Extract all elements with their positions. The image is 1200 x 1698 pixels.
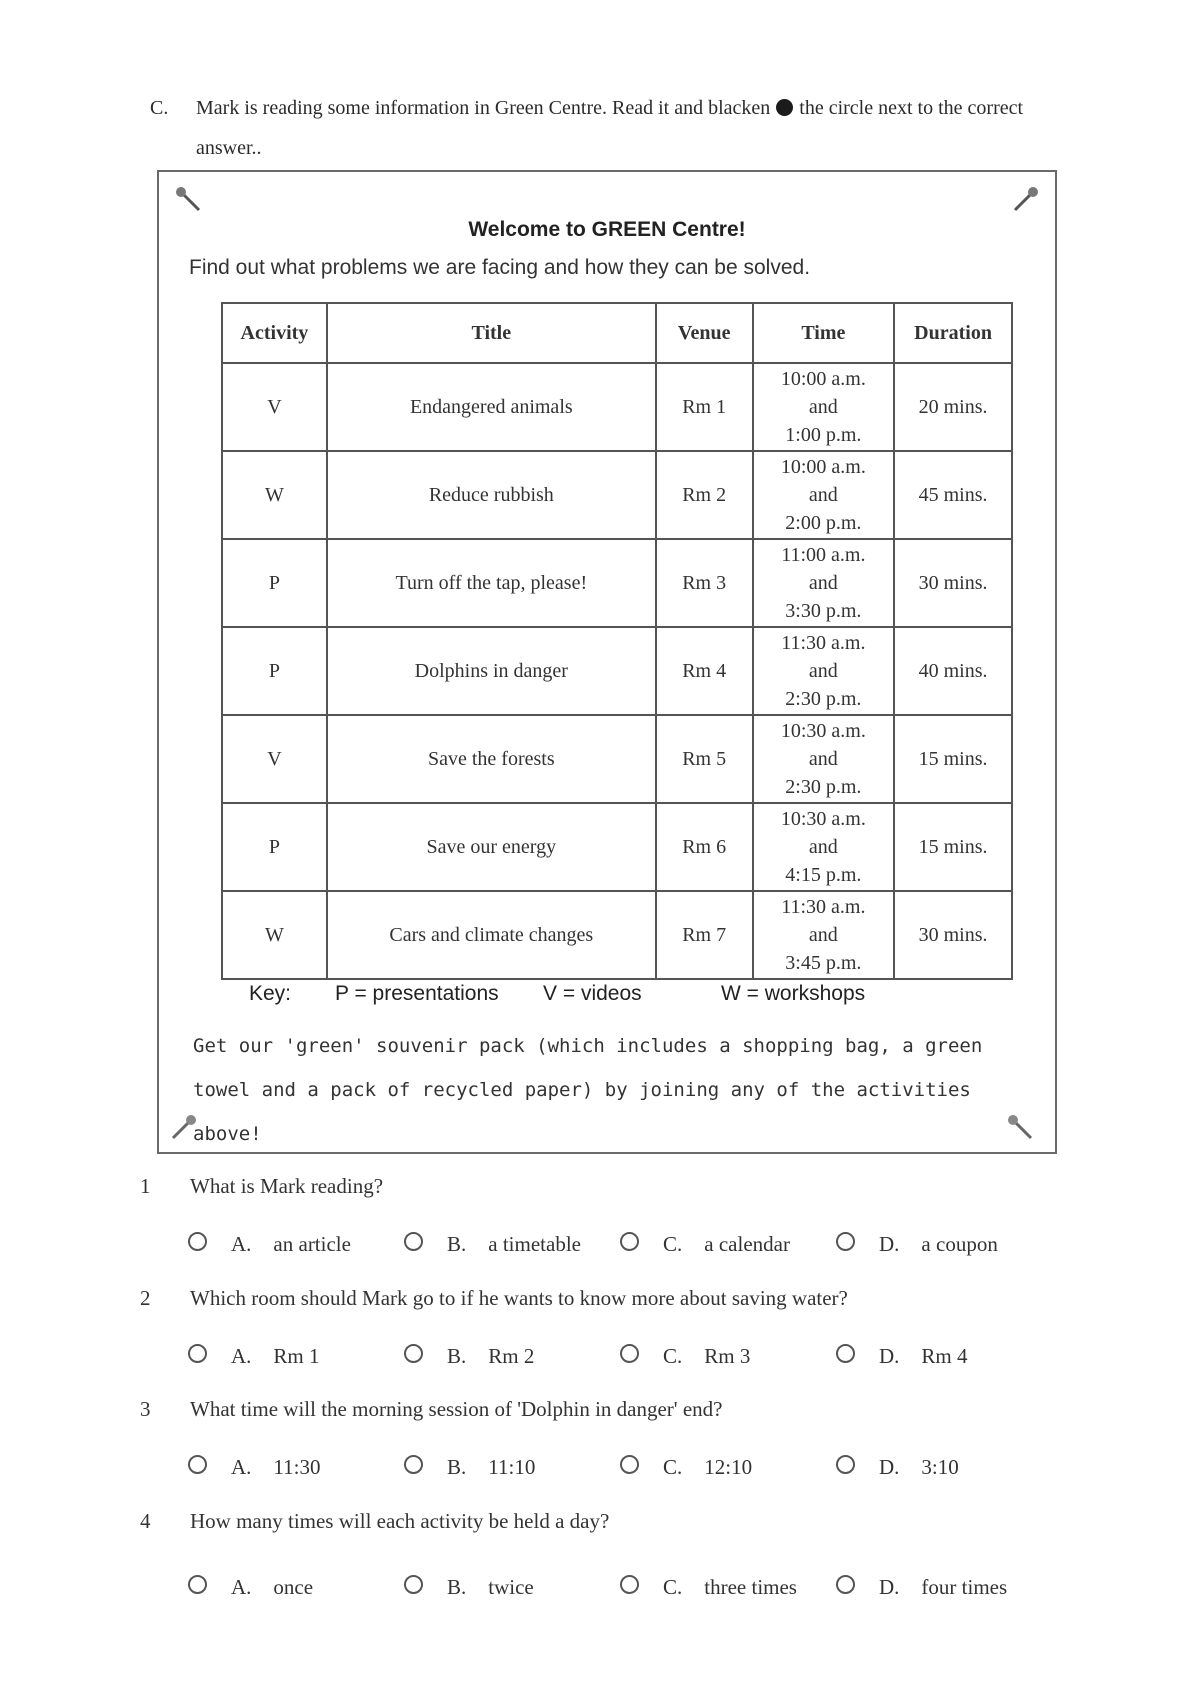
answer-circle-icon[interactable] <box>188 1232 207 1251</box>
instruction-text <box>196 88 1050 168</box>
question-number: 1 <box>140 1174 151 1198</box>
filled-circle-icon <box>776 99 793 116</box>
option-letter: A. <box>231 1455 252 1479</box>
cell-venue: Rm 4 <box>656 627 753 715</box>
cell-venue: Rm 3 <box>656 539 753 627</box>
option-text: Rm 2 <box>488 1344 535 1368</box>
time-and: and <box>808 396 838 418</box>
cell-activity: P <box>222 803 327 891</box>
option-letter: C. <box>663 1232 683 1256</box>
cell-activity: V <box>222 363 327 451</box>
answer-circle-icon[interactable] <box>836 1575 855 1594</box>
option-text: a timetable <box>488 1232 581 1256</box>
answer-circle-icon[interactable] <box>404 1575 423 1594</box>
question-1-options <box>188 1232 1088 1262</box>
option-d[interactable] <box>836 1455 959 1480</box>
instruction-text-after: the circle next to the correct answer.. <box>196 97 1024 159</box>
notice-board <box>157 170 1057 1154</box>
option-letter: C. <box>663 1344 683 1368</box>
time-and: and <box>808 484 838 506</box>
key-workshops: W = workshops <box>721 982 866 1005</box>
option-letter: A. <box>231 1575 252 1599</box>
time-second: 2:30 p.m. <box>785 688 862 710</box>
answer-circle-icon[interactable] <box>188 1344 207 1363</box>
option-c[interactable] <box>620 1232 790 1257</box>
option-text: 3:10 <box>921 1455 959 1479</box>
key-label: Key: <box>249 982 292 1005</box>
question-number: 2 <box>140 1286 151 1310</box>
cell-duration: 20 mins. <box>894 363 1012 451</box>
time-first: 11:00 a.m. <box>781 544 866 566</box>
option-letter: B. <box>447 1455 467 1479</box>
cell-duration: 40 mins. <box>894 627 1012 715</box>
cell-title: Save our energy <box>327 803 656 891</box>
option-letter: A. <box>231 1232 252 1256</box>
time-and: and <box>808 748 838 770</box>
table-header-row <box>222 303 1012 363</box>
option-text: 11:10 <box>488 1455 536 1479</box>
answer-circle-icon[interactable] <box>404 1344 423 1363</box>
option-a[interactable] <box>188 1232 351 1257</box>
cell-title: Dolphins in danger <box>327 627 656 715</box>
time-and: and <box>808 924 838 946</box>
cell-activity: P <box>222 627 327 715</box>
pushpin-icon <box>1007 184 1041 218</box>
time-second: 1:00 p.m. <box>785 424 862 446</box>
souvenir-text: Get our 'green' souvenir pack (which includes a shopping bag, a green towel and a pack of recycled paper) by joining any of the activities above! <box>193 1035 983 1145</box>
option-c[interactable] <box>620 1575 797 1600</box>
question-2-options <box>188 1344 1088 1374</box>
cell-venue: Rm 6 <box>656 803 753 891</box>
option-a[interactable] <box>188 1455 320 1480</box>
option-letter: D. <box>879 1575 900 1599</box>
table-row <box>222 891 1012 979</box>
option-letter: D. <box>879 1232 900 1256</box>
option-text: an article <box>273 1232 351 1256</box>
answer-circle-icon[interactable] <box>188 1575 207 1594</box>
option-d[interactable] <box>836 1575 1007 1600</box>
option-letter: D. <box>879 1455 900 1479</box>
answer-circle-icon[interactable] <box>836 1344 855 1363</box>
answer-circle-icon[interactable] <box>836 1232 855 1251</box>
question-3-options <box>188 1455 1088 1485</box>
time-first: 10:30 a.m. <box>780 808 866 830</box>
time-and: and <box>808 572 838 594</box>
cell-duration: 30 mins. <box>894 539 1012 627</box>
instruction <box>150 88 1050 168</box>
instruction-text-before: Mark is reading some information in Green Centre. Read it and blacken <box>196 97 771 119</box>
option-d[interactable] <box>836 1344 968 1369</box>
question-text: What is Mark reading? <box>190 1174 384 1198</box>
cell-venue: Rm 5 <box>656 715 753 803</box>
time-first: 11:30 a.m. <box>781 632 866 654</box>
cell-time <box>753 363 895 451</box>
cell-time <box>753 891 895 979</box>
time-first: 10:00 a.m. <box>780 368 866 390</box>
key-videos: V = videos <box>543 982 642 1005</box>
cell-title: Reduce rubbish <box>327 451 656 539</box>
header-title: Title <box>327 303 656 363</box>
option-c[interactable] <box>620 1455 752 1480</box>
cell-title: Endangered animals <box>327 363 656 451</box>
cell-venue: Rm 2 <box>656 451 753 539</box>
cell-time <box>753 627 895 715</box>
cell-time <box>753 803 895 891</box>
table-row <box>222 627 1012 715</box>
option-letter: D. <box>879 1344 900 1368</box>
cell-venue: Rm 1 <box>656 363 753 451</box>
header-activity: Activity <box>222 303 327 363</box>
option-a[interactable] <box>188 1575 313 1600</box>
pushpin-icon <box>173 184 207 218</box>
option-letter: A. <box>231 1344 252 1368</box>
answer-circle-icon[interactable] <box>188 1455 207 1474</box>
notice-subtitle: Find out what problems we are facing and how they can be solved. <box>189 256 811 279</box>
option-text: a coupon <box>921 1232 998 1256</box>
question-text: Which room should Mark go to if he wants to know more about saving water? <box>190 1286 848 1310</box>
answer-circle-icon[interactable] <box>836 1455 855 1474</box>
answer-circle-icon[interactable] <box>620 1344 639 1363</box>
cell-time <box>753 715 895 803</box>
header-venue: Venue <box>656 303 753 363</box>
cell-venue: Rm 7 <box>656 891 753 979</box>
option-b[interactable] <box>404 1455 535 1480</box>
option-text: a calendar <box>704 1232 790 1256</box>
header-duration: Duration <box>894 303 1012 363</box>
question-4-options <box>188 1575 1088 1605</box>
answer-circle-icon[interactable] <box>620 1232 639 1251</box>
time-and: and <box>808 836 838 858</box>
time-second: 2:00 p.m. <box>785 512 862 534</box>
time-second: 2:30 p.m. <box>785 776 862 798</box>
time-second: 3:30 p.m. <box>785 600 862 622</box>
question-text: How many times will each activity be held a day? <box>190 1509 610 1533</box>
header-time: Time <box>753 303 895 363</box>
option-c[interactable] <box>620 1344 750 1369</box>
cell-duration: 30 mins. <box>894 891 1012 979</box>
option-text: once <box>273 1575 314 1599</box>
option-letter: C. <box>663 1455 683 1479</box>
cell-title: Save the forests <box>327 715 656 803</box>
option-letter: B. <box>447 1575 467 1599</box>
time-first: 11:30 a.m. <box>781 896 866 918</box>
answer-circle-icon[interactable] <box>620 1575 639 1594</box>
option-b[interactable] <box>404 1232 581 1257</box>
cell-duration: 15 mins. <box>894 715 1012 803</box>
cell-time <box>753 451 895 539</box>
option-b[interactable] <box>404 1575 534 1600</box>
time-second: 4:15 p.m. <box>785 864 862 886</box>
option-letter: B. <box>447 1232 467 1256</box>
option-letter: B. <box>447 1344 467 1368</box>
cell-title: Turn off the tap, please! <box>327 539 656 627</box>
table-row <box>222 451 1012 539</box>
option-d[interactable] <box>836 1232 998 1257</box>
time-first: 10:30 a.m. <box>780 720 866 742</box>
option-b[interactable] <box>404 1344 534 1369</box>
cell-activity: V <box>222 715 327 803</box>
cell-duration: 45 mins. <box>894 451 1012 539</box>
cell-activity: W <box>222 451 327 539</box>
section-letter: C. <box>150 97 169 119</box>
cell-title: Cars and climate changes <box>327 891 656 979</box>
notice-title: Welcome to GREEN Centre! <box>468 218 746 241</box>
key-presentations: P = presentations <box>335 982 499 1005</box>
time-second: 3:45 p.m. <box>785 952 862 974</box>
table-row <box>222 803 1012 891</box>
cell-activity: P <box>222 539 327 627</box>
option-text: Rm 4 <box>921 1344 968 1368</box>
schedule-table <box>221 302 1013 980</box>
time-and: and <box>808 660 838 682</box>
table-row <box>222 539 1012 627</box>
time-first: 10:00 a.m. <box>780 456 866 478</box>
answer-circle-icon[interactable] <box>620 1455 639 1474</box>
option-a[interactable] <box>188 1344 320 1369</box>
table-row <box>222 715 1012 803</box>
option-text: 12:10 <box>704 1455 753 1479</box>
answer-circle-icon[interactable] <box>404 1232 423 1251</box>
cell-duration: 15 mins. <box>894 803 1012 891</box>
option-text: 11:30 <box>273 1455 321 1479</box>
question-text: What time will the morning session of 'Dolphin in danger' end? <box>190 1397 723 1421</box>
cell-activity: W <box>222 891 327 979</box>
table-row <box>222 363 1012 451</box>
option-text: Rm 3 <box>704 1344 751 1368</box>
question-number: 3 <box>140 1397 151 1421</box>
option-text: twice <box>488 1575 534 1599</box>
option-text: four times <box>921 1575 1008 1599</box>
cell-time <box>753 539 895 627</box>
option-text: three times <box>704 1575 797 1599</box>
question-number: 4 <box>140 1509 151 1533</box>
option-letter: C. <box>663 1575 683 1599</box>
option-text: Rm 1 <box>273 1344 320 1368</box>
answer-circle-icon[interactable] <box>404 1455 423 1474</box>
